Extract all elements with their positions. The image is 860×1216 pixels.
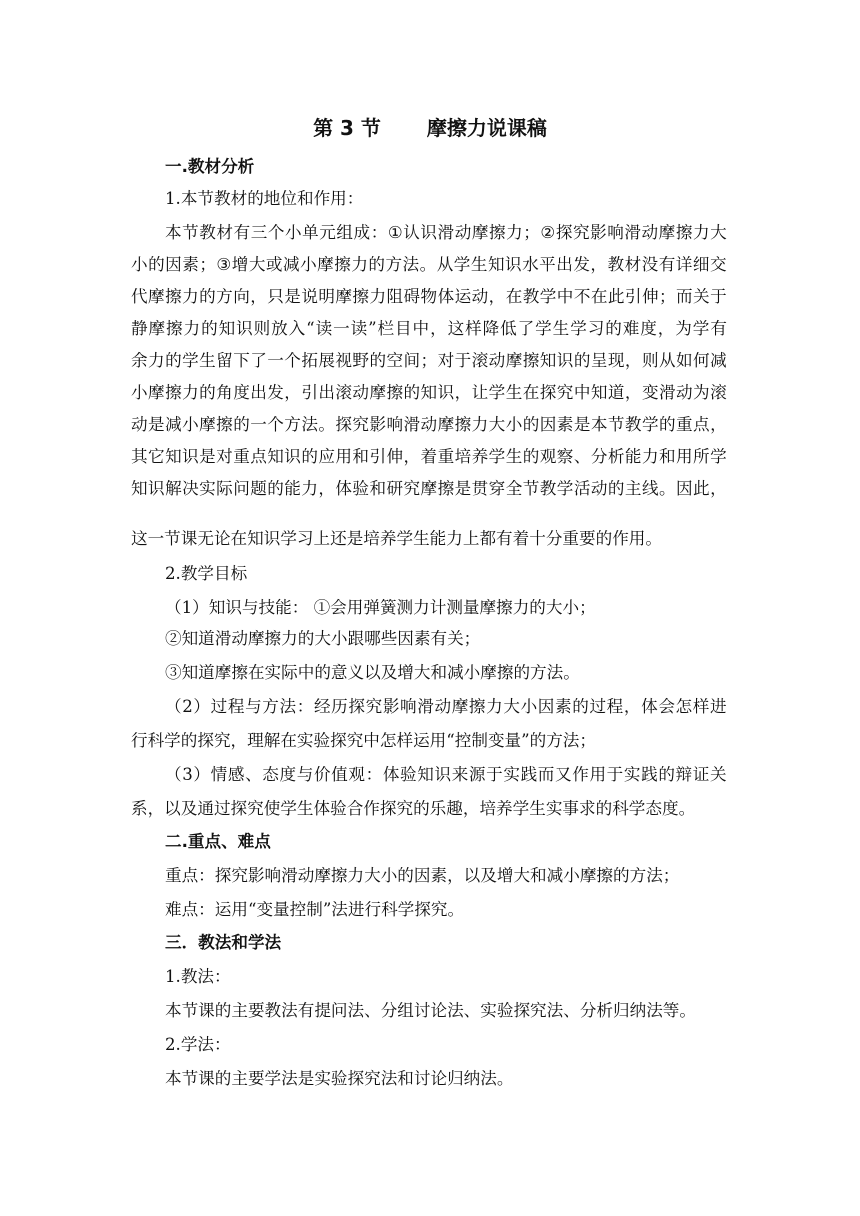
- teaching-method-text: 本节课的主要教法有提问法、分组讨论法、实验探究法、分析归纳法等。: [165, 1001, 696, 1020]
- objective-attitude-values-cont: 系，以及通过探究使学生体验合作探究的乐趣，培养学生实事求的科学态度。: [131, 799, 696, 818]
- paragraph-line: 余 力 的 学 生 留 下 了 一 个 拓 展 视 野 的 空 间 ； 对 于 滚 动 摩 擦 知 识 的 呈 现 ， 则 从 如 何 减: [131, 351, 727, 370]
- subheading-learning-method: 2.学法：: [165, 1035, 231, 1054]
- objective-knowledge-item-2: ②知道滑动摩擦力的大小跟哪些因素有关；: [165, 629, 481, 648]
- objective-process-method-cont: 行科学的探究，理解在实验探究中怎样运用“控制变量”的方法；: [131, 731, 596, 750]
- subheading-status-and-role: 1.本节教材的地位和作用：: [165, 189, 364, 208]
- paragraph-line: 小 的 因 素 ； ③ 增 大 或 减 小 摩 擦 力 的 方 法 。 从 学 生 知 识 水 平 出 发 ， 教 材 没 有 详 细 交: [131, 255, 727, 274]
- paragraph-line: 动 是 减 小 摩 擦 的 一 个 方 法 。 探 究 影 响 滑 动 摩 擦 力 大 小 的 因 素 是 本 节 教 学 的 重 点 ，: [131, 415, 727, 434]
- objective-knowledge-skills: （1）知识与技能： ①会用弹簧测力计测量摩擦力的大小；: [165, 598, 596, 617]
- objective-attitude-values: （ 3 ） 情 感 、 态 度 与 价 值 观 ： 体 验 知 识 来 源 于 实 践 而 又 作 用 于 实 践 的 辩 证 关: [165, 765, 727, 784]
- paragraph-line: 代 摩 擦 力 的 方 向 ， 只 是 说 明 摩 擦 力 阻 碍 物 体 运 动 ， 在 教 学 中 不 在 此 引 伸 ； 而 关 于: [131, 287, 727, 306]
- subheading-teaching-objectives: 2.教学目标: [165, 564, 248, 583]
- title-name: 摩擦力说课稿: [426, 116, 547, 140]
- subheading-teaching-method: 1.教法：: [165, 967, 231, 986]
- title-section-number: 第 3 节: [313, 116, 381, 140]
- heading-textbook-analysis: 一.教材分析: [165, 157, 255, 176]
- paragraph-line: 静 摩 擦 力 的 知 识 则 放 入 “ 读 一 读 ” 栏 目 中 ， 这 样 降 低 了 学 生 学 习 的 难 度 ， 为 学 有: [131, 319, 727, 338]
- difficult-point-text: 难点：运用“变量控制”法进行科学探究。: [165, 900, 465, 919]
- objective-process-method: （ 2 ） 过 程 与 方 法 ： 经 历 探 究 影 响 滑 动 摩 擦 力 大 小 因 素 的 过 程 ， 体 会 怎 样 进: [165, 697, 727, 716]
- paragraph-line: 小 摩 擦 力 的 角 度 出 发 ， 引 出 滚 动 摩 擦 的 知 识 ， 让 学 生 在 探 究 中 知 道 ， 变 滑 动 为 滚: [131, 383, 727, 402]
- paragraph-line: 本 节 教 材 有 三 个 小 单 元 组 成 ： ① 认 识 滑 动 摩 擦 力 ； ② 探 究 影 响 滑 动 摩 擦 力 大: [165, 223, 727, 242]
- paragraph-line: 其 它 知 识 是 对 重 点 知 识 的 应 用 和 引 伸 ， 着 重 培 养 学 生 的 观 察 、 分 析 能 力 和 用 所 学: [131, 447, 727, 466]
- objective-knowledge-item-3: ③知道摩擦在实际中的意义以及增大和减小摩擦的方法。: [165, 663, 580, 682]
- paragraph-line-last: 这一节课无论在知识学习上还是培养学生能力上都有着十分重要的作用。: [131, 529, 662, 548]
- heading-methods: 三．教法和学法: [165, 933, 282, 952]
- key-point-text: 重点：探究影响滑动摩擦力大小的因素，以及增大和减小摩擦的方法；: [165, 866, 680, 885]
- document-title: [0, 116, 860, 140]
- learning-method-text: 本节课的主要学法是实验探究法和讨论归纳法。: [165, 1069, 514, 1088]
- paragraph-line: 知 识 解 决 实 际 问 题 的 能 力 ， 体 验 和 研 究 摩 擦 是 贯 穿 全 节 教 学 活 动 的 主 线 。 因 此 ，: [131, 479, 727, 498]
- heading-key-difficult-points: 二.重点、难点: [165, 832, 271, 851]
